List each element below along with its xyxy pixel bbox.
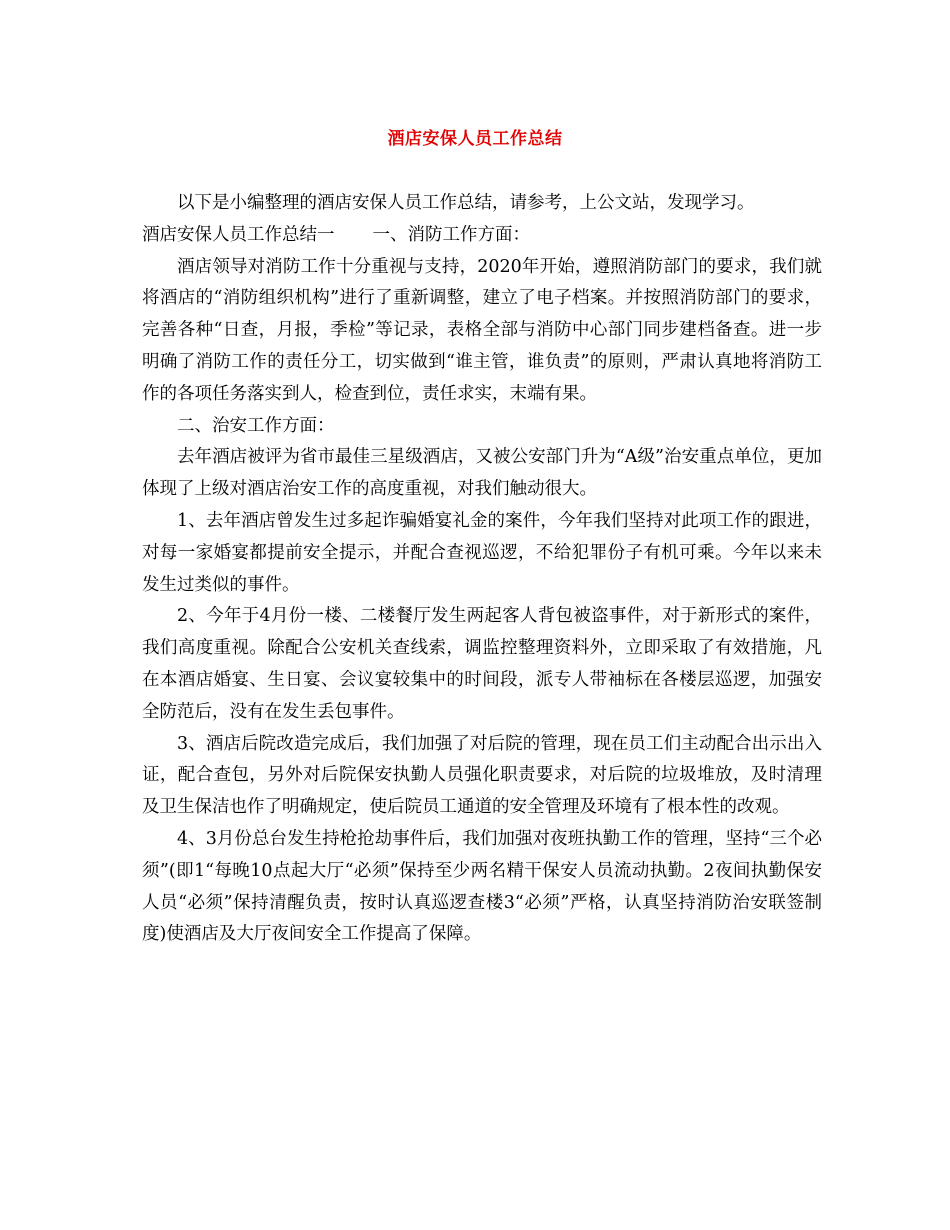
section-title: 酒店安保人员工作总结一 xyxy=(142,224,335,245)
section-heading-line xyxy=(142,220,822,252)
paragraph-item-2: 2、今年于4月份一楼、二楼餐厅发生两起客人背包被盗事件，对于新形式的案件，我们高度重视。除配合公安机关查线索，调监控整理资料外，立即采取了有效措施，凡在本酒店婚宴、生日宴、会议宴较集中的时间段，派专人带袖标在各楼层巡逻，加强安全防范后，没有在发生丢包事件。 xyxy=(142,606,822,722)
section-two-heading: 二、治安工作方面： xyxy=(177,415,335,436)
paragraph-item-1: 1、去年酒店曾发生过多起诈骗婚宴礼金的案件，今年我们坚持对此项工作的跟进，对每一家婚宴都提前安全提示，并配合查视巡逻，不给犯罪份子有机可乘。今年以来未发生过类似的事件。 xyxy=(142,510,822,595)
document-body xyxy=(142,188,822,951)
document-title: 酒店安保人员工作总结 xyxy=(387,129,563,149)
paragraph-item-4: 4、3月份总台发生持枪抢劫事件后，我们加强对夜班执勤工作的管理，坚持“三个必须”(即1“每晚10点起大厅“必须”保持至少两名精干保安人员流动执勤。2夜间执勤保安人员“必须”保持清醒负责，按时认真巡逻查楼3“必须”严格，认真坚持消防治安联签制度)使酒店及大厅夜间安全工作提高了保障。 xyxy=(142,828,822,945)
paragraph-item-3: 3、酒店后院改造完成后，我们加强了对后院的管理，现在员工们主动配合出示出入证，配合查包，另外对后院保安执勤人员强化职责要求，对后院的垃圾堆放，及时清理及卫生保洁也作了明确规定，使后院员工通道的安全管理及环境有了根本性的改观。 xyxy=(142,733,822,818)
intro-paragraph: 以下是小编整理的酒店安保人员工作总结，请参考，上公文站，发现学习。 xyxy=(177,193,755,213)
section-one-heading: 一、消防工作方面： xyxy=(372,224,530,245)
paragraph-security-overview: 去年酒店被评为省市最佳三星级酒店，又被公安部门升为“A级”治安重点单位，更加体现了上级对酒店治安工作的高度重视，对我们触动很大。 xyxy=(142,447,822,500)
paragraph-fire-safety: 酒店领导对消防工作十分重视与支持，2020年开始，遵照消防部门的要求，我们就将酒店的“消防组织机构”进行了重新调整，建立了电子档案。并按照消防部门的要求，完善各种“日查，月报，季检”等记录，表格全部与消防中心部门同步建档备查。进一步明确了消防工作的责任分工，切实做到“谁主管，谁负责”的原则，严肃认真地将消防工作的各项任务落实到人，检查到位，责任求实，末端有果。 xyxy=(142,256,822,404)
